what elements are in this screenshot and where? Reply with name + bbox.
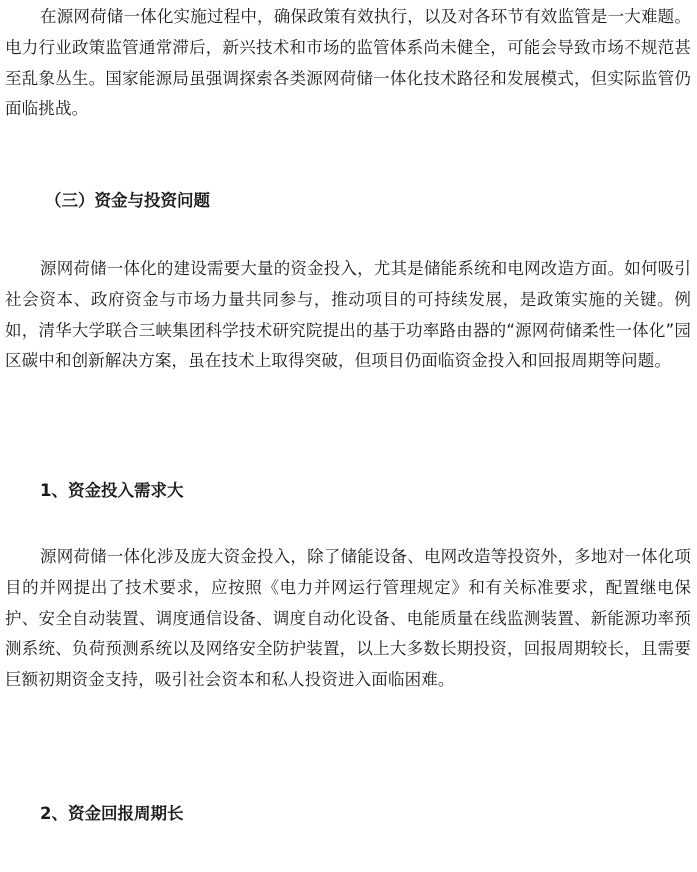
paragraph-capital-demand: 源网荷储一体化涉及庞大资金投入，除了储能设备、电网改造等投资外，多地对一体化项目的并网提出了技术要求，应按照《电力并网运行管理规定》和有关标准要求，配置继电保护、安全自动装置、调度通信设备、调度自动化设备、电能质量在线监测装置、新能源功率预测系统、负荷预测系统以及网络安全防护装置，以上大多数长期投资，回报周期较长，且需要巨额初期资金支持，吸引社会资本和私人投资进入面临困难。	[5, 547, 691, 689]
subheading-capital-demand: 1、资金投入需求大	[40, 481, 184, 500]
section-heading-funding: （三）资金与投资问题	[45, 191, 210, 210]
subheading-payback-period: 2、资金回报周期长	[40, 804, 184, 823]
paragraph-funding-overview: 源网荷储一体化的建设需要大量的资金投入，尤其是储能系统和电网改造方面。如何吸引社会资本、政府资金与市场力量共同参与，推动项目的可持续发展，是政策实施的关键。例如，清华大学联合三峡集团科学技术研究院提出的基于功率路由器的“源网荷储柔性一体化”园区碳中和创新解决方案，虽在技术上取得突破，但项目仍面临资金投入和回报周期等问题。	[5, 259, 691, 371]
paragraph-regulation-challenge: 在源网荷储一体化实施过程中，确保政策有效执行，以及对各环节有效监管是一大难题。电力行业政策监管通常滞后，新兴技术和市场的监管体系尚未健全，可能会导致市场不规范甚至乱象丛生。国家能源局虽强调探索各类源网荷储一体化技术路径和发展模式，但实际监管仍面临挑战。	[5, 7, 691, 119]
